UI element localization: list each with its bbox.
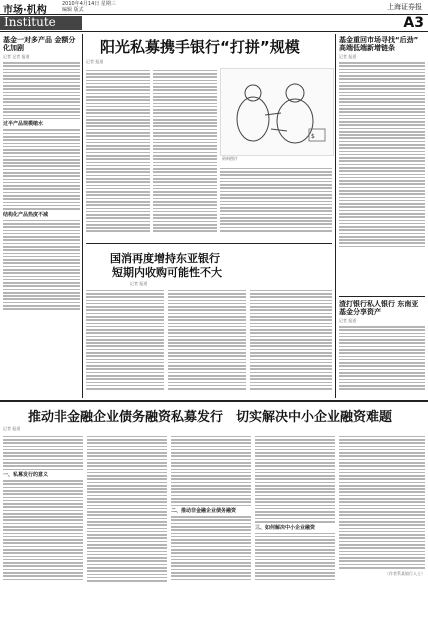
right-column-article-2	[339, 300, 425, 396]
bottom-story-col-3	[171, 434, 251, 624]
bottom-story-col-5	[339, 434, 425, 624]
bottom-story-subhead-1: 一、私募发行的意义	[3, 472, 49, 479]
issue-editor: 编辑 版式	[62, 7, 84, 13]
right-column-article	[339, 36, 425, 296]
left-article-subhead-1: 过半产品规模缩水	[3, 121, 44, 128]
main-story-title: 阳光私募携手银行“打拼”规模	[100, 38, 300, 56]
mid-story-title-2: 短期内收购可能性不大	[112, 266, 222, 279]
left-article-subhead-2: 结构化产品热度不减	[3, 211, 49, 218]
left-article-body	[3, 62, 80, 119]
main-story-col-1	[86, 68, 150, 238]
right-article-2-byline: 记者 报道	[339, 318, 357, 323]
issue-date: 2010年4月14日 星期三	[62, 1, 116, 7]
bottom-story-title: 推动非金融企业债务融资私募发行 切实解决中小企业融资难题	[28, 410, 393, 425]
main-story-col-2	[153, 68, 217, 238]
left-column-article	[3, 36, 80, 396]
bottom-story-byline: 记者 报道	[3, 426, 21, 431]
main-story-bottom-rule	[86, 243, 332, 244]
right-column-rule	[339, 296, 425, 297]
section-name: 市场·机构	[3, 5, 47, 16]
bottom-story-subhead-3: 三、如何解决中小企业融资	[255, 524, 316, 531]
left-article-byline: 记者 记者 报道	[3, 54, 30, 59]
left-article-title: 基金一对多产品 金额分化加剧	[3, 36, 76, 52]
bottom-section-rule	[0, 400, 428, 402]
right-article-title-2: 高端低端新增链条	[339, 44, 395, 52]
right-article-body	[339, 62, 425, 247]
right-article-title: 基金重回市场寻找“后劲”	[339, 36, 419, 44]
left-article-body-2	[3, 129, 80, 209]
main-story-illustration	[220, 68, 334, 156]
mid-story-col-1	[86, 288, 164, 396]
bottom-story-col-2	[87, 434, 167, 624]
column-divider-right	[335, 34, 336, 398]
bottom-story-subhead-2: 二、推动非金融企业债务融资	[171, 508, 237, 515]
page-number: A3	[403, 15, 424, 31]
page-header	[0, 0, 428, 15]
svg-text:$: $	[311, 133, 315, 140]
column-divider-left	[82, 34, 83, 398]
bottom-story-col-1	[3, 434, 83, 624]
right-article-2-title: 渣打银行私人银行 东南亚基金分享资产	[339, 300, 419, 316]
right-article-byline: 记者 报道	[339, 54, 357, 59]
section-banner-label: Institute	[4, 15, 56, 29]
mid-story-col-2	[168, 288, 246, 396]
bottom-story-col-4	[255, 434, 335, 624]
issue-meta	[62, 1, 116, 13]
right-article-2-body	[339, 326, 425, 390]
main-story-byline: 记者 报道	[86, 59, 104, 64]
mid-story-col-3	[250, 288, 332, 396]
cartoon-figures-icon	[221, 69, 333, 155]
masthead: 上海证券报	[387, 3, 422, 11]
main-story-col-3	[220, 166, 332, 238]
illustration-caption: 资料图片	[222, 156, 238, 161]
bottom-story-footer-note: （作者系某银行人士）	[385, 570, 425, 576]
section-banner	[0, 16, 82, 30]
mid-story-title: 国消再度增持东亚银行	[110, 252, 220, 265]
left-article-body-3	[3, 220, 80, 310]
mid-story-byline: 记者 报道	[130, 281, 148, 286]
header-rule	[0, 31, 428, 32]
